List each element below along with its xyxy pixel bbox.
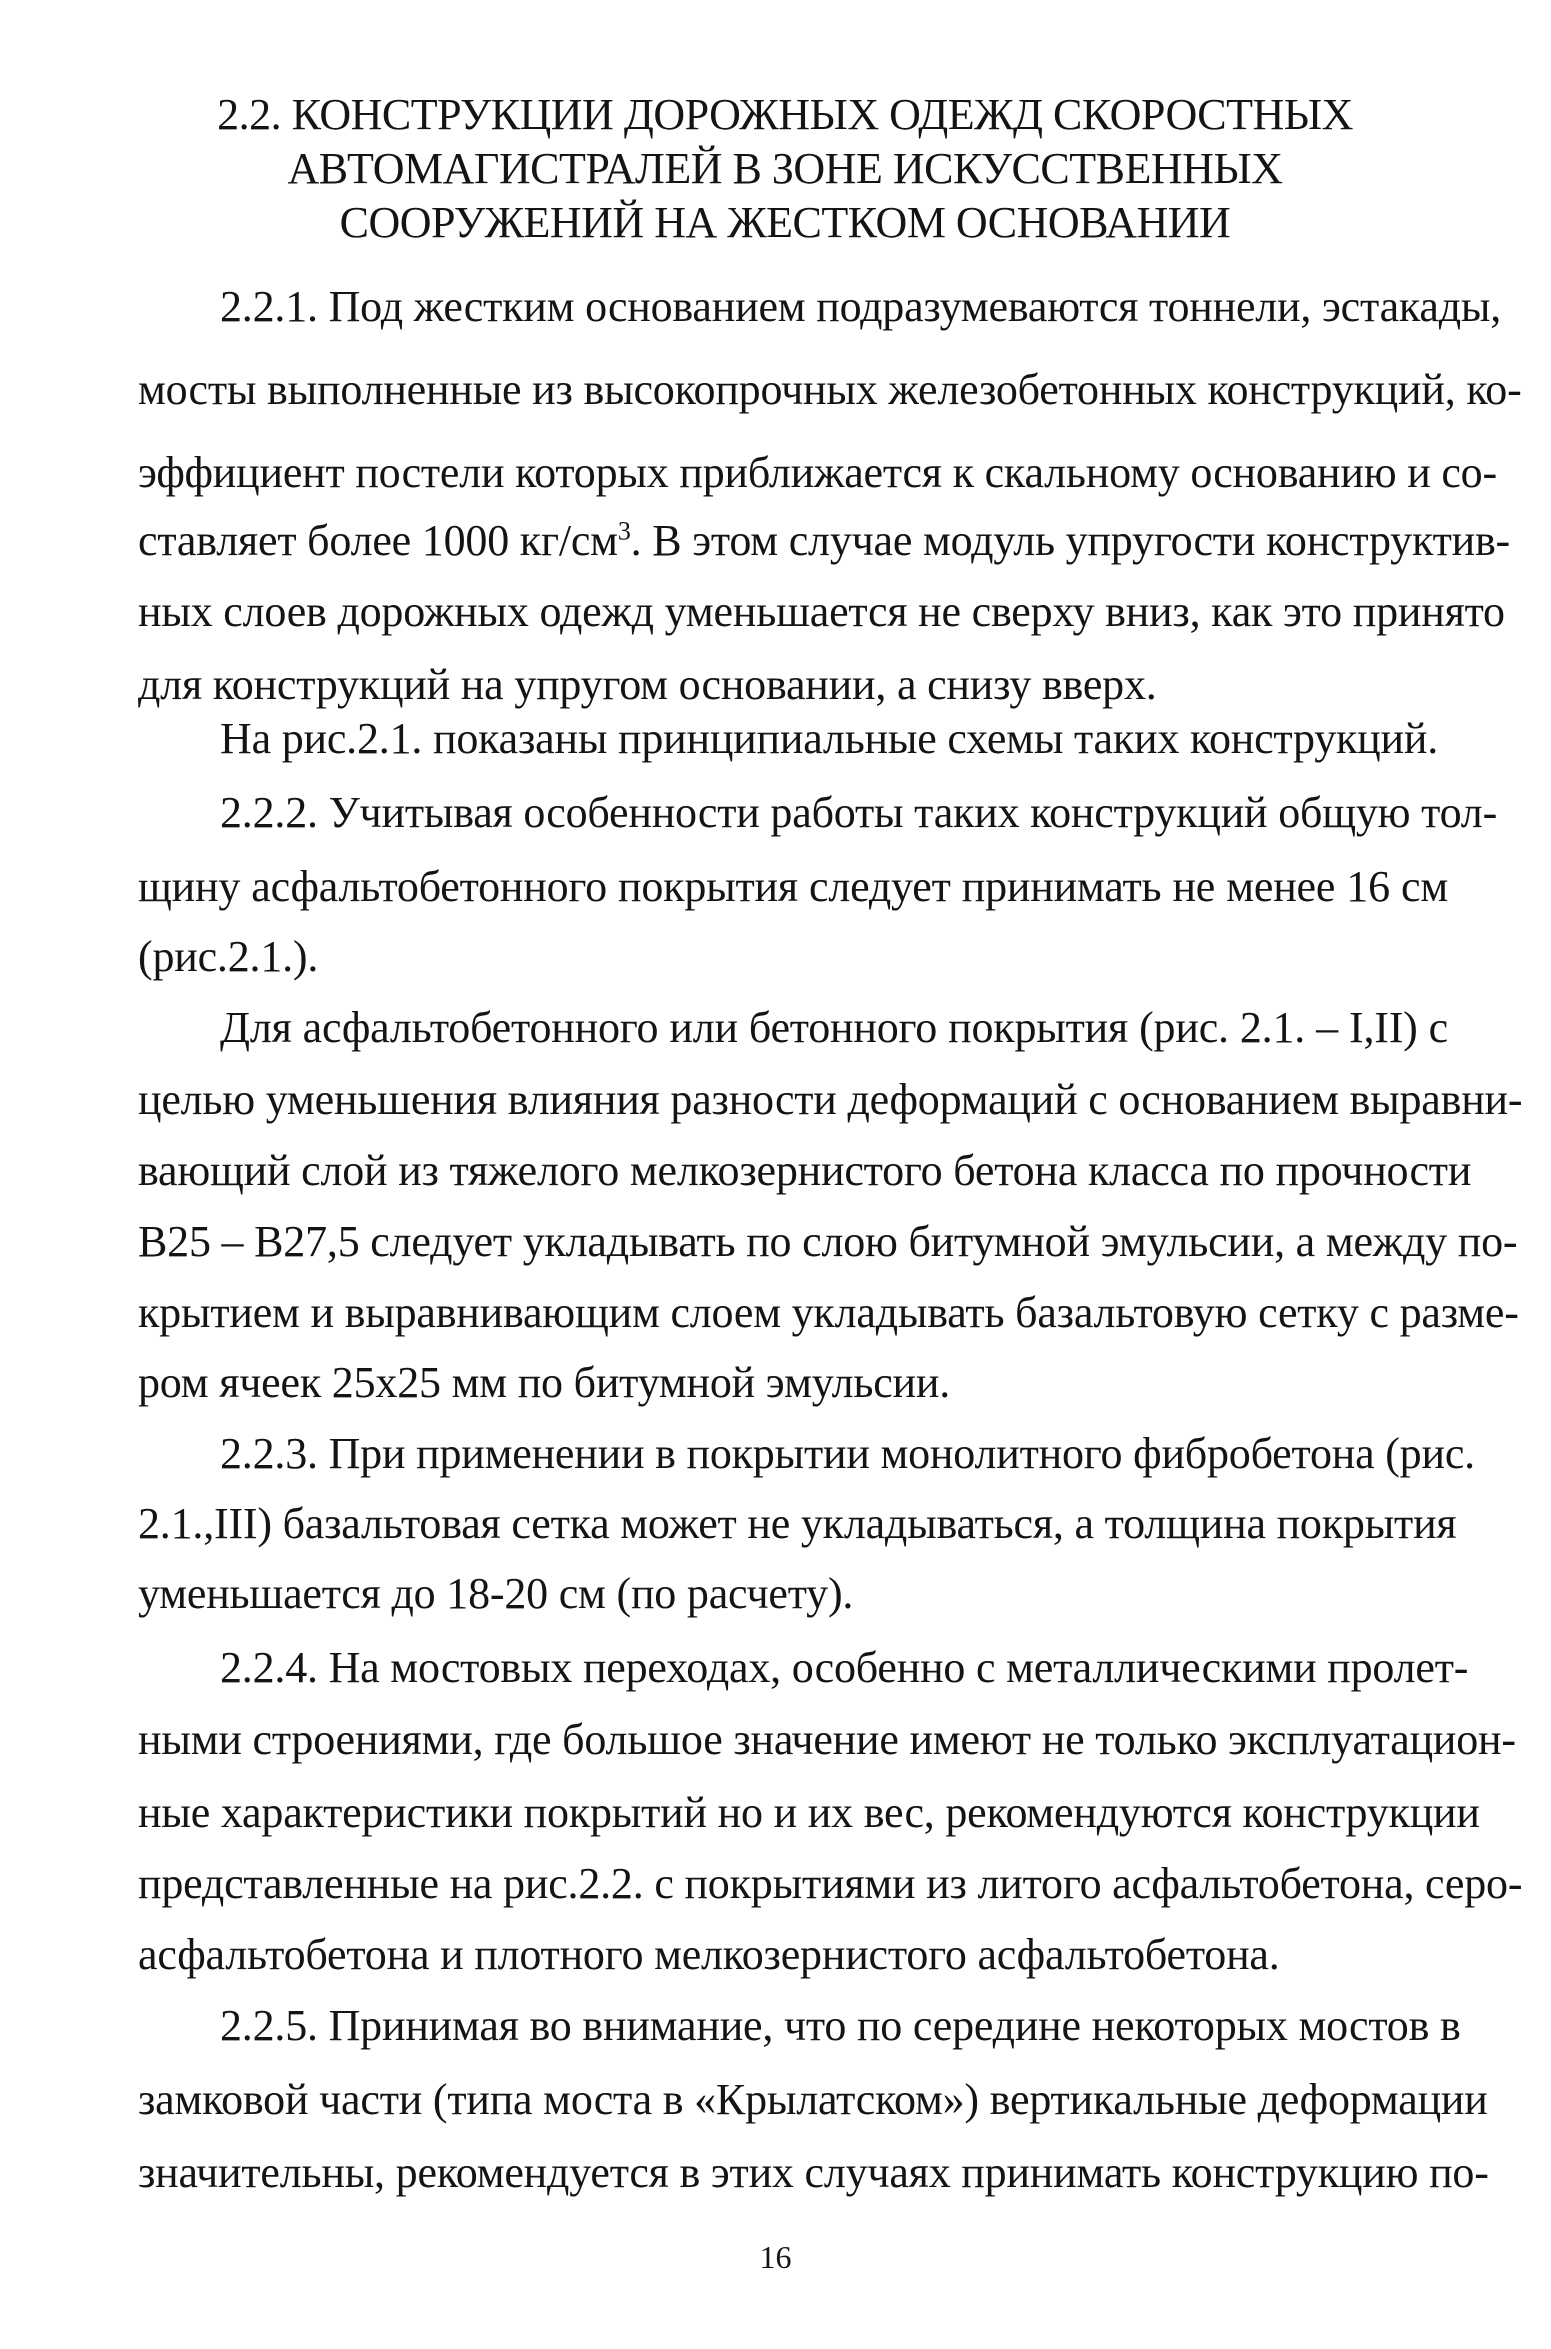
heading-line-1: 2.2. КОНСТРУКЦИИ ДОРОЖНЫХ ОДЕЖД СКОРОСТНЫХ <box>217 90 1353 139</box>
text-line: асфальтобетона и плотного мелкозернистого асфальтобетона. <box>138 1930 1280 1979</box>
text-line: 2.2.3. При применении в покрытии монолитного фибробетона (рис. <box>220 1429 1475 1478</box>
text-line: замковой части (типа моста в «Крылатском») вертикальные деформации <box>138 2075 1488 2124</box>
text-line: ными строениями, где большое значение имеют не только эксплуатацион- <box>138 1715 1516 1764</box>
text-line-with-superscript <box>138 514 1510 568</box>
text-line: крытием и выравнивающим слоем укладывать базальтовую сетку с разме- <box>138 1288 1519 1337</box>
text-line: уменьшается до 18-20 см (по расчету). <box>138 1569 854 1618</box>
text-line: 2.2.1. Под жестким основанием подразумеваются тоннели, эстакады, <box>220 282 1502 331</box>
text-line: 2.2.2. Учитывая особенности работы таких конструкций общую тол- <box>220 788 1498 837</box>
text-line: для конструкций на упругом основании, а снизу вверх. <box>138 660 1157 709</box>
text-line: Для асфальтобетонного или бетонного покрытия (рис. 2.1. – I,II) с <box>220 1003 1448 1052</box>
text-line: представленные на рис.2.2. с покрытиями из литого асфальтобетона, серо- <box>138 1859 1523 1908</box>
text-fragment: . В этом случае модуль упругости конструктив- <box>630 516 1510 565</box>
text-line: 2.1.,III) базальтовая сетка может не укладываться, а толщина покрытия <box>138 1499 1457 1548</box>
text-line: ные характеристики покрытий но и их вес, рекомендуются конструкции <box>138 1788 1480 1837</box>
text-fragment: ставляет более 1000 кг/см <box>138 516 618 565</box>
text-line: ром ячеек 25х25 мм по битумной эмульсии. <box>138 1358 951 1407</box>
text-line: В25 – В27,5 следует укладывать по слою битумной эмульсии, а между по- <box>138 1217 1518 1266</box>
text-line: вающий слой из тяжелого мелкозернистого бетона класса по прочности <box>138 1146 1472 1195</box>
page-number: 16 <box>759 2239 792 2275</box>
text-line: мосты выполненные из высокопрочных железобетонных конструкций, ко- <box>138 365 1522 414</box>
text-line: щину асфальтобетонного покрытия следует принимать не менее 16 см <box>138 862 1448 911</box>
text-line: значительны, рекомендуется в этих случаях принимать конструкцию по- <box>138 2148 1489 2197</box>
heading-line-3: СООРУЖЕНИЙ НА ЖЕСТКОМ ОСНОВАНИИ <box>339 198 1231 247</box>
section-heading <box>130 88 1440 250</box>
heading-line-2: АВТОМАГИСТРАЛЕЙ В ЗОНЕ ИСКУССТВЕННЫХ <box>287 144 1283 193</box>
text-line: На рис.2.1. показаны принципиальные схемы таких конструкций. <box>220 714 1439 763</box>
text-line: целью уменьшения влияния разности деформаций с основанием выравни- <box>138 1075 1523 1124</box>
text-line: эффициент постели которых приближается к скальному основанию и со- <box>138 448 1497 497</box>
text-line: ных слоев дорожных одежд уменьшается не сверху вниз, как это принято <box>138 587 1505 636</box>
text-line: 2.2.4. На мостовых переходах, особенно с металлическими пролет- <box>220 1643 1469 1692</box>
superscript: 3 <box>617 516 631 546</box>
text-line: 2.2.5. Принимая во внимание, что по середине некоторых мостов в <box>220 2001 1461 2050</box>
text-line: (рис.2.1.). <box>138 932 319 981</box>
